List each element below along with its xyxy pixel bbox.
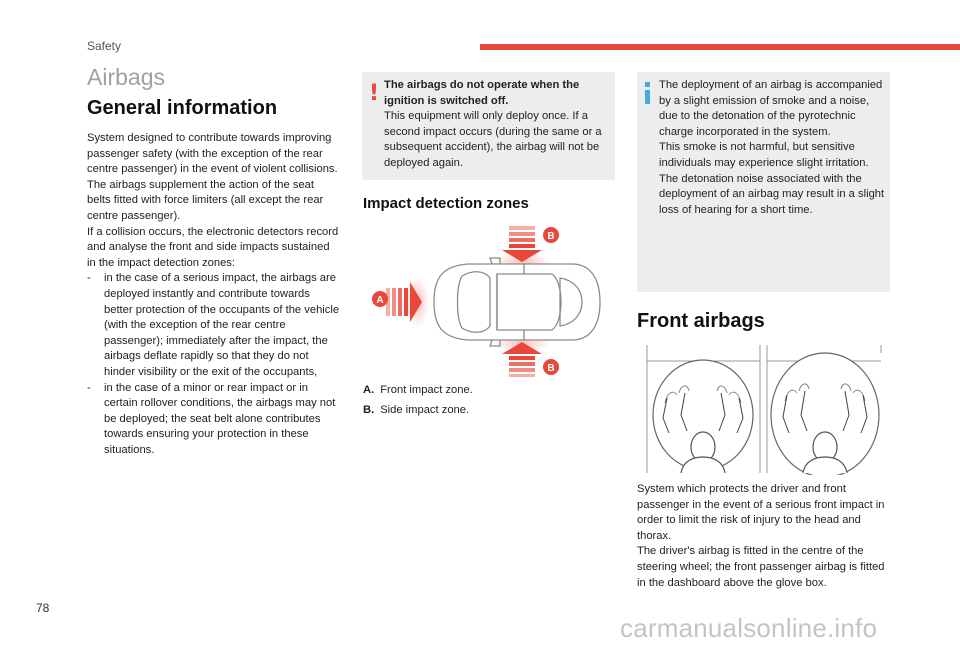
legend-item — [363, 383, 603, 399]
info-paragraph: This smoke is not harmful, but sensitive individuals may experience slight irritation. — [659, 141, 869, 169]
list-item-text: in the case of a serious impact, the airbags are deployed instantly and contribute towards better protection of the occupants of the vehicle (with the exception of the rear centre passenger); immediately after the impact, the airbags deflate rapidly so that they do not hinder visibility or the exit of the occupants, — [104, 272, 340, 378]
page-title: Airbags — [87, 64, 165, 90]
front-airbags-illustration — [645, 343, 885, 475]
svg-text:B: B — [547, 363, 555, 374]
page-number: 78 — [36, 601, 50, 615]
impact-zones-legend — [363, 383, 603, 422]
legend-key: A. — [363, 384, 375, 396]
general-information-heading: General information — [87, 97, 278, 119]
driver-airbag — [653, 360, 753, 473]
info-paragraph: The detonation noise associated with the deployment of an airbag may result in a slight loss of hearing for a short time. — [659, 172, 885, 216]
warning-bold-text: The airbags do not operate when the ignition is switched off. — [384, 79, 580, 107]
general-paragraph: If a collision occurs, the electronic detectors record and analyse the front and side impacts sustained in the impact detection zones: — [87, 225, 339, 269]
legend-key: B. — [363, 403, 375, 416]
list-item: - in the case of a minor or rear impact or in certain rollover conditions, the airbags may not be deployed; the seat belt alone contributes towards ensuring your protection in these situations. — [87, 381, 340, 459]
warning-text: This equipment will only deploy once. If a second impact occurs (during the same or a subsequent accident), the airbag will not be deployed again. — [384, 110, 602, 169]
svg-text:A: A — [376, 295, 384, 306]
zone-badge-a — [372, 291, 388, 307]
list-item: - in the case of a serious impact, the airbags are deployed instantly and contribute towards better protection of the occupants of the vehicle (with the exception of the rear centre passenger); immediately after the impact, the airbags deflate rapidly so that they do not hinder visibility or the exit of the occupants, — [87, 271, 340, 380]
info-box — [637, 72, 890, 292]
zone-badge-b-top — [543, 227, 559, 243]
impact-zones-diagram — [372, 222, 602, 378]
front-airbags-paragraph: The driver's airbag is fitted in the centre of the steering wheel; the front passenger airbag is fitted in the dashboard above the glove box. — [637, 545, 885, 589]
legend-text: Side impact zone. — [380, 403, 470, 416]
passenger-airbag — [771, 353, 879, 475]
general-paragraph: System designed to contribute towards improving passenger safety (with the exception of the rear centre passenger) in the event of violent collisions. The airbags supplement the action of the seat belts fitted with force limiters (all except the rear centre passenger). — [87, 132, 338, 222]
general-information-body — [87, 131, 340, 458]
impact-zones-heading: Impact detection zones — [363, 195, 529, 212]
legend-item — [363, 403, 603, 419]
front-airbags-body — [637, 482, 893, 591]
legend-text: Front impact zone. — [380, 384, 473, 396]
header-accent-bar — [480, 44, 960, 50]
warning-exclamation-icon: ! — [369, 81, 380, 106]
zone-badge-b-bottom — [543, 359, 559, 375]
front-airbags-heading: Front airbags — [637, 310, 765, 332]
list-item-text: in the case of a minor or rear impact or in certain rollover conditions, the airbags may not be deployed; the seat belt alone contributes towards ensuring your protection in these situations. — [104, 381, 336, 456]
info-icon — [645, 82, 650, 104]
info-paragraph: The deployment of an airbag is accompanied by a slight emission of smoke and a noise, due to the detonation of the pyrotechnic charge incorporated in the system. — [659, 79, 883, 138]
front-airbags-paragraph: System which protects the driver and front passenger in the event of a serious front impact in order to limit the risk of injury to the head and thorax. — [637, 483, 885, 542]
svg-text:B: B — [547, 231, 555, 242]
section-label: Safety — [87, 39, 122, 53]
watermark: carmanualsonline.info — [620, 613, 878, 643]
warning-box — [362, 72, 615, 180]
car-top-view — [434, 258, 600, 346]
